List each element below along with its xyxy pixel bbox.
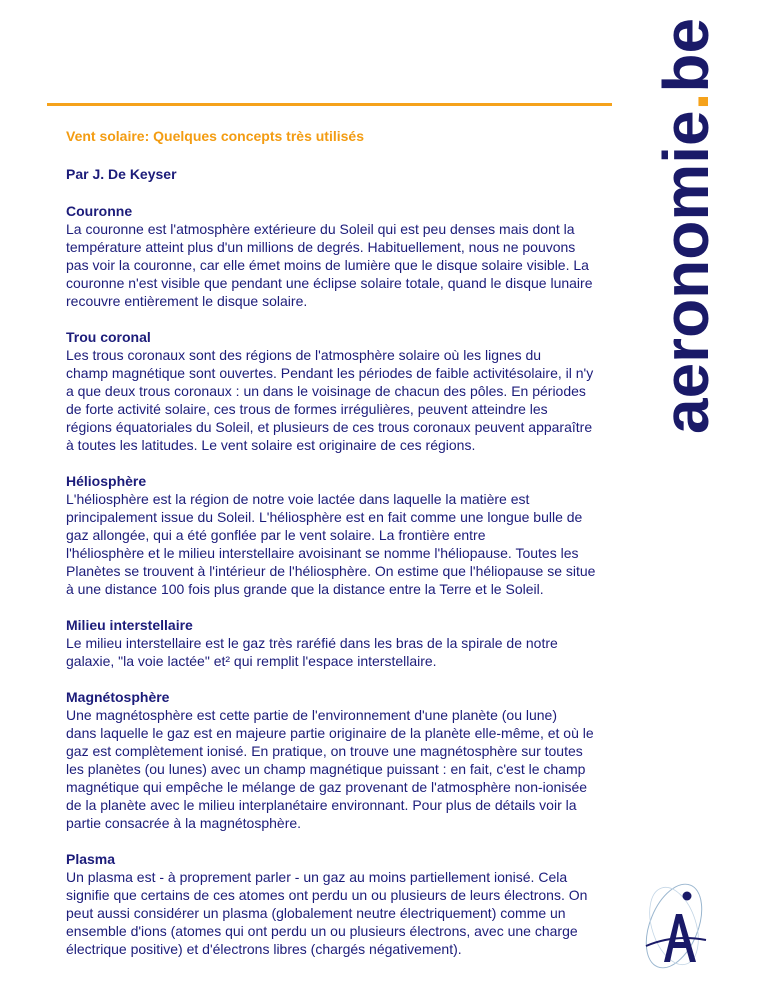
text-line: L'héliosphère est la région de notre voie lactée dans laquelle la matière est	[66, 491, 530, 507]
section	[66, 202, 636, 310]
brand-dot: .	[650, 92, 722, 111]
text-line: galaxie, "la voie lactée" et² qui remplit l'espace interstellaire.	[66, 653, 437, 669]
text-line: régions équatoriales du Soleil, et plusieurs de ces trous coronaux peuvent apparaître	[66, 419, 593, 435]
section-body	[66, 220, 636, 310]
text-line: température atteint plus d'un millions de degrés. Habituellement, nous ne pouvons	[66, 239, 576, 255]
section-heading: Milieu interstellaire	[66, 617, 193, 633]
text-line: partie consacrée à la magnétosphère.	[66, 815, 302, 831]
text-line: signifie que certains de ces atomes ont perdu un ou plusieurs de leurs électrons. On	[66, 887, 588, 903]
brand-logo	[650, 17, 722, 434]
text-line: pas voir la couronne, car elle émet moins de lumière que le disque solaire visible. La	[66, 257, 589, 273]
text-line: Les trous coronaux sont des régions de l'atmosphère solaire où les lignes du	[66, 347, 542, 363]
text-line: Une magnétosphère est cette partie de l'environnement d'une planète (ou lune)	[66, 707, 557, 723]
text-line: de la planète avec le milieu interplanétaire environnant. Pour plus de détails voir la	[66, 797, 577, 813]
section-body	[66, 868, 636, 958]
text-line: à toutes les latitudes. Le vent solaire est originaire de ces régions.	[66, 437, 476, 453]
section-heading: Héliosphère	[66, 473, 147, 489]
text-line: recouvre entièrement le disque solaire.	[66, 293, 308, 309]
section-heading: Trou coronal	[66, 329, 151, 345]
text-line: gaz est complètement ionisé. En pratique, on trouve une magnétosphère sur toutes	[66, 743, 583, 759]
text-line: de forte activité solaire, ces trous de formes irrégulières, peuvent atteindre les	[66, 401, 548, 417]
section-heading: Magnétosphère	[66, 689, 170, 705]
document-title: Vent solaire: Quelques concepts très utilisés	[66, 128, 364, 144]
text-line: à une distance 100 fois plus grande que la distance entre la Terre et le Soleil.	[66, 581, 544, 597]
institute-emblem-icon	[636, 876, 712, 976]
text-line: Un plasma est - à proprement parler - un gaz au moins partiellement ionisé. Cela	[66, 869, 568, 885]
section	[66, 616, 636, 670]
text-line: magnétique qui empêche le mélange de gaz provenant de l'atmosphère non-ionisée	[66, 779, 588, 795]
section-body	[66, 490, 636, 598]
section-heading: Plasma	[66, 851, 116, 867]
text-line: La couronne est l'atmosphère extérieure du Soleil qui est peu denses mais dont la	[66, 221, 575, 237]
brand-name-part2: be	[650, 17, 722, 93]
section	[66, 472, 636, 598]
text-line: champ magnétique sont ouvertes. Pendant les périodes de faible activitésolaire, il n'y	[66, 365, 594, 381]
section	[66, 688, 636, 832]
section-body	[66, 346, 636, 454]
text-line: gaz allongée, qui a été gonflée par le vent solaire. La frontière entre	[66, 527, 486, 543]
header-rule	[47, 103, 612, 106]
text-line: couronne n'est visible que pendant une éclipse solaire totale, quand le disque lunaire	[66, 275, 593, 291]
section	[66, 328, 636, 454]
section-body	[66, 634, 636, 670]
document-body	[66, 202, 636, 976]
text-line: Le milieu interstellaire est le gaz très raréfié dans les bras de la spirale de notre	[66, 635, 558, 651]
text-line: les planètes (ou lunes) avec un champ magnétique puissant : en fait, c'est le champ	[66, 761, 586, 777]
text-line: l'héliosphère et le milieu interstellaire avoisinant se nomme l'héliopause. Toutes les	[66, 545, 579, 561]
text-line: électrique positive) et d'électrons libres (chargés négativement).	[66, 941, 462, 957]
author-line: Par J. De Keyser	[66, 166, 177, 182]
text-line: peut aussi considérer un plasma (globalement neutre électriquement) comme un	[66, 905, 566, 921]
text-line: Planètes se trouvent à l'intérieur de l'héliosphère. On estime que l'héliopause se situe	[66, 563, 596, 579]
brand-name-part1: aeronomie	[650, 110, 722, 434]
text-line: ensemble d'ions (atomes qui ont perdu un ou plusieurs électrons, avec une charge	[66, 923, 578, 939]
section-body	[66, 706, 636, 832]
text-line: dans laquelle le gaz est en majeure partie originaire de la planète elle-même, et où le	[66, 725, 594, 741]
section	[66, 850, 636, 958]
text-line: a que deux trous coronaux : un dans le voisinage de chacun des pôles. En périodes	[66, 383, 586, 399]
section-heading: Couronne	[66, 203, 133, 219]
text-line: principalement issue du Soleil. L'héliosphère est en fait comme une longue bulle de	[66, 509, 583, 525]
